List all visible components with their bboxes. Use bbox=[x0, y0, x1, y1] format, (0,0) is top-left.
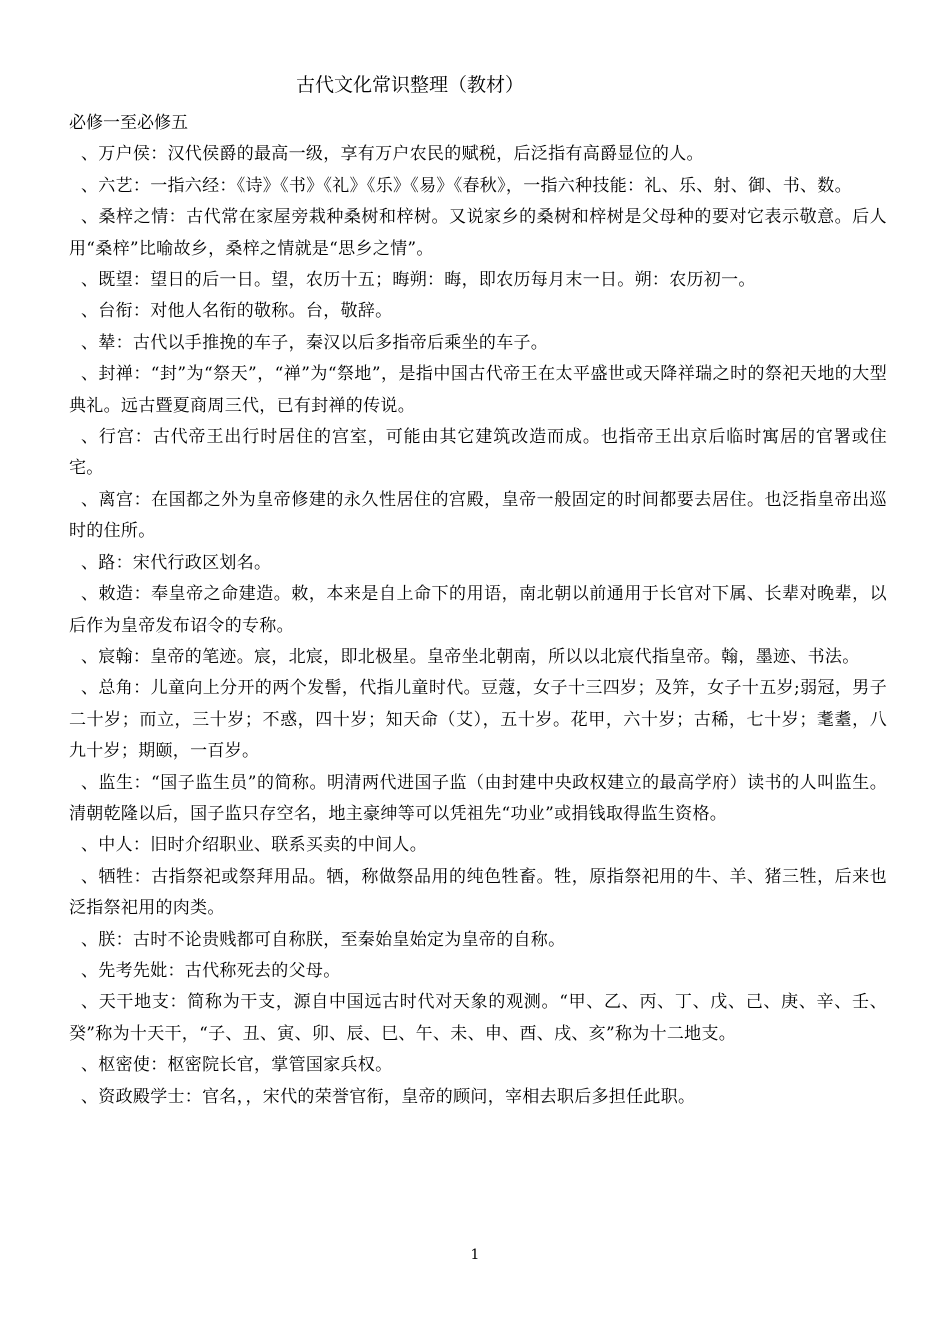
entry-zongjiao: 、总角：儿童向上分开的两个发髻，代指儿童时代。豆蔻，女子十三四岁；及笄，女子十五岁;弱冠，男子二十岁；而立，三十岁；不惑，四十岁；知天命（艾），五十岁。花甲，六十岁；古稀，七十岁；耄耋，八九十岁；期颐，一百岁。 bbox=[69, 678, 887, 762]
entry-liuyi: 、六艺：一指六经：《诗》《书》《礼》《乐》《易》《春秋》，一指六种技能：礼、乐、射、御、书、数。 bbox=[81, 175, 852, 196]
entry-jiansheng: 、监生：“国子监生员”的简称。明清两代进国子监（由封建中央政权建立的最高学府）读书的人叫监生。清朝乾隆以后，国子监只存空名，地主豪绅等可以凭祖先“功业”或捐钱取得监生资格。 bbox=[69, 772, 887, 824]
entry-wanhuhou: 、万户侯：汉代侯爵的最高一级，享有万户农民的赋税，后泛指有高爵显位的人。 bbox=[81, 144, 704, 165]
entry-jiwang: 、既望：望日的后一日。望，农历十五；晦朔：晦，即农历每月末一日。朔：农历初一。 bbox=[81, 270, 756, 291]
entry-xinggong: 、行宫：古代帝王出行时居住的宫室，可能由其它建筑改造而成。也指帝王出京后临时寓居的官署或住宅。 bbox=[69, 427, 887, 479]
entry-zizhengdian-xueshi: 、资政殿学士：官名，，宋代的荣誉官衔，皇帝的顾问，宰相去职后多担任此职。 bbox=[81, 1086, 696, 1107]
entry-lu: 、路：宋代行政区划名。 bbox=[81, 552, 272, 573]
page-number: 1 bbox=[470, 1247, 480, 1263]
entry-chizao: 、敕造：奉皇帝之命建造。敕，本来是自上命下的用语，南北朝以前通用于长官对下属、长辈对晚辈，以后作为皇帝发布诏令的专称。 bbox=[69, 584, 887, 636]
entry-taixian: 、台衔：对他人名衔的敬称。台，敬辞。 bbox=[81, 301, 393, 322]
entry-ligong: 、离宫：在国都之外为皇帝修建的永久性居住的宫殿，皇帝一般固定的时间都要去居住。也泛指皇帝出巡时的住所。 bbox=[69, 489, 887, 542]
document-title: 古代文化常识整理（教材） bbox=[295, 74, 524, 96]
entry-xiankao-xianbi: 、先考先妣：古代称死去的父母。 bbox=[81, 960, 341, 981]
entry-fengshan: 、封禅：“封”为“祭天”，“禅”为“祭地”，是指中国古代帝王在太平盛世或天降祥瑞之时的祭祀天地的大型典礼。远古暨夏商周三代，已有封禅的传说。 bbox=[69, 364, 887, 416]
document-body bbox=[69, 108, 887, 1113]
entry-sangzi: 、桑梓之情：古代常在家屋旁栽种桑树和梓树。又说家乡的桑树和梓树是父母种的要对它表示敬意。后人用“桑梓”比喻故乡，桑梓之情就是“思乡之情”。 bbox=[69, 207, 887, 259]
entry-xisheng: 、牺牲：古指祭祀或祭拜用品。牺，称做祭品用的纯色牲畜。牲，原指祭祀用的牛、羊、猪三牲，后来也泛指祭祀用的肉类。 bbox=[69, 866, 887, 919]
entry-nian: 、辇：古代以手推挽的车子，秦汉以后多指帝后乘坐的车子。 bbox=[81, 332, 549, 353]
document-subtitle: 必修一至必修五 bbox=[69, 113, 188, 133]
entry-shumishi: 、枢密使：枢密院长官，掌管国家兵权。 bbox=[81, 1055, 393, 1076]
entry-chenhan: 、宸翰：皇帝的笔迹。宸，北宸，即北极星。皇帝坐北朝南，所以以北宸代指皇帝。翰，墨迹、书法。 bbox=[81, 646, 860, 667]
entry-tiangan-dizhi: 、天干地支：简称为干支，源自中国远古时代对天象的观测。“甲、乙、丙、丁、戊、己、庚、辛、壬、癸”称为十天干，“子、丑、寅、卯、辰、巳、午、未、申、酉、戌、亥”称为十二地支。 bbox=[69, 992, 887, 1044]
entry-zhongren: 、中人：旧时介绍职业、联系买卖的中间人。 bbox=[81, 835, 427, 856]
entry-zhen: 、朕：古时不论贵贱都可自称朕，至秦始皇始定为皇帝的自称。 bbox=[81, 929, 566, 950]
